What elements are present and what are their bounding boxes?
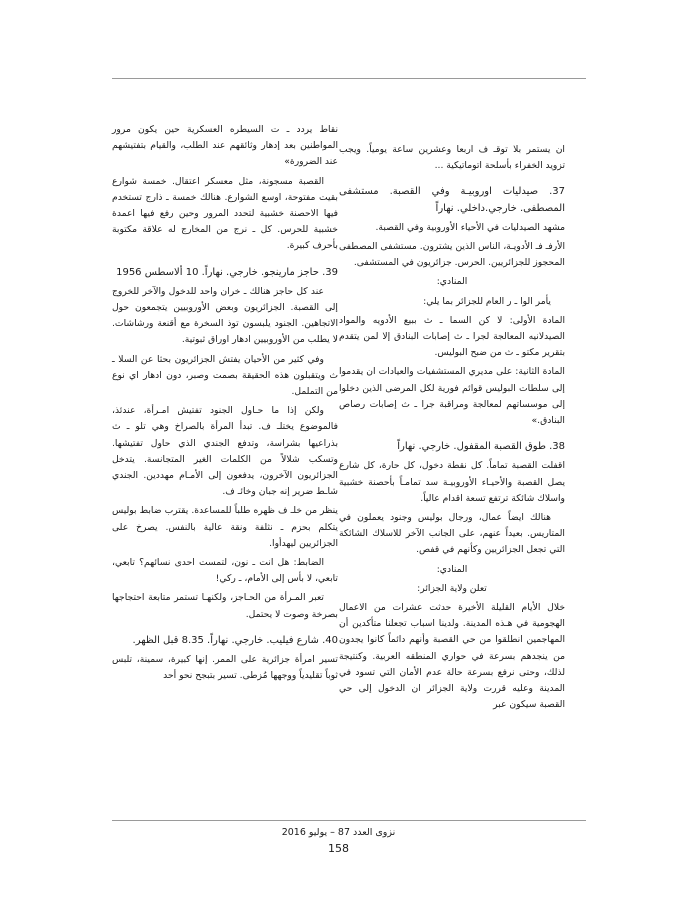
paragraph: نقاط يردد ـ ت السيطره العسكرية حين يكون مرور المواطنين بعد إدهار وثائقهم عند الطلب، والقيام بتفتيشهم عند الضرورة» [112,124,338,168]
paragraph: القصبة مسجونة، مثل معسكر اعتقال. خمسة شوارع بقيت مفتوحة، اوسع الشوارع. هنالك خمسة ـ ذارج تستخدم فيها الاحصنة خشبية لتحدد المرور وحين رفع فيها اعمدة خشبية للحرس. كل ـ نرج من المخارج له علاقة مكتوبة بأحرف كبيرة. [112,175,338,252]
page-footer [0,826,677,856]
paragraph: هنالك ايضاً عمال، ورجال بوليس وجنود يعملون في المتاريس. بعيداً عنهم، على الجانب الآخر للاسلاك الشائكة التي تجعل الجزائريين وكأنهم في قفص. [339,512,565,556]
paragraph: وفي كثير من الأحيان يفتش الجزائريون بحثا عن السلا ـ ث ويتقبلون هذه الحقيقة بصمت وصبر، دون ادهار اي نوع من التململ. [112,353,338,398]
speaker-label: المنادي: [436,563,468,575]
paragraph: المادة الثانية: على مديري المستشفيات والعيادات ان يقدموا إلى سلطات البوليس قوائم فورية لكل المرضى الذين دخلوا إلى موسساتهم لمعالجة ومراقبة جرا ـ ث إصابات رصاص البنادق.» [339,366,565,427]
issue-info: نزوى العدد 87 – يوليو 2016 [281,827,396,838]
paragraph: يأمر الوا ـ ر العام للجزائر بما يلي: [423,295,551,307]
paragraph: تعلن ولاية الجزائر: [417,582,487,594]
left-column [112,122,338,688]
paragraph: الأرفـ فـ الأدويـة، الناس الذين يشترون. مستشفى المصطفى المحجوز للجزائريين. الحرس. جزائريون في المستشفى. [339,241,565,269]
paragraph: تعبر المـرأة من الحـاجز، ولكنهـا تستمر متابعة احتجاجها بصرخة وصوت لا يحتمل. [112,592,338,620]
scene-heading-38: 38. طوق القصبة المقفول. خارجي. نهاراً [397,441,565,453]
paragraph: تسير امرأة جزائرية على الممر. إنها كبيرة، سمينة، تلبس ثوباً تقليدياً ووجهها مُزطى. تسير بتبجح نحو أحد [112,654,338,682]
paragraph: المادة الأولى: لا كن السما ـ ث ببيع الأدويه والمواد الصيدلانيه المعالجة لجرا ـ ث إصابات البنادق إلا لمن يتقدم بتقرير مكتو ـ ث من ضبح البوليس. [339,314,565,359]
right-column [339,142,565,717]
dialogue: الضابط: هل انت ـ نون، لتمست احدى نسائهم؟ تابعي، تابعي، لا بأس إلى الأمام، ـ ركي! [112,557,338,585]
paragraph: ولكن إذا ما حـاول الجنود تفتيش امـرأة، عندئذ، فالموضوع يختلـ ف. تبدأ المرأة بالصراخ وهي تلو ـ ث بذراعيها بشراسة، وتدفع الجندي الذي حاول تفتيشها. وتسكب شلالاً من الكلمات الغير المتجانسة. يتدخل الجزائريون الآخرون، يدفعون إلى الأمـام مهددين. الجندي شاـط ضرير إنه جبان وخائـ ف. [112,405,338,498]
speaker-label: المنادي: [436,276,468,288]
paragraph: اقفلت القصبة تماماً. كل نقطة دخول، كل حارة، كل شارع يصل القصبة والأحيـاء الأوروبيـة سد تمامـاً بأحصنة خشبية واسلاك شائكة ترتفع تسعة اقدام عالياً. [339,460,565,504]
paragraph: ينظر من خلـ ف ظهره طلباً للمساعدة. يقترب ضابط بوليس يتكلم بحزم ـ نثلفة ونقة عالية بالنفس. يصرخ على الجزائريين ليهدأوا. [112,505,338,549]
scene-heading-40: 40. شارع فيليب. خارجي. نهاراً. 8.35 قبل الظهر. [132,634,338,646]
scene-heading-39: 39. حاجز مارينجو. خارجي. نهاراً. 10 ألاسطس 1956 [116,266,338,278]
paragraph: ان يستمر بلا توقـ ف اربعا وعشرين ساعة يومياً. ويجب تزويد الخفراء بأسلحة اتوماتيكية ... [339,144,565,172]
page-number: 158 [328,842,349,855]
paragraph: عند كل حاجز هنالك ـ خران واحد للدخول والآخر للخروج إلى القصبة. الجزائريون وبعض الأوروبيين يتجمعون حول الاتجاهين. الجنود يلبسون توذ السخرة مع أقنعة ورشاشات. لا يطلب من الأوروبيين ادهار اوراق ثبوتية. [112,285,338,346]
paragraph: مشهد الصيدليات في الأحياء الأوروبية وفي القصبة. [375,221,565,233]
header-rule [112,78,586,79]
footer-rule [112,820,586,821]
paragraph: خلال الأيام القليلة الأخيرة حدثت عشرات من الاعمال الهجومية في هـذه المدينة. ولدينا اسباب تجعلنا متأكدين أن المهاجمين انطلقوا من حي القصبة وأنهم دائماً كانوا يجدون من ينجدهم بسرعة في حواري المنطقه العربية. وكنتيجة لذلك، وحتى نرفع بسرعة حالة عدم الأمان التي تسود في المدينة وعليه قررت ولاية الجزائر ان الدخول إلى حي القصبة سيكون عبر [339,602,565,711]
scene-heading-37: 37. صيدليات اوروبيـة وفي القصبة. مستشفى المصطفى. خارجي.داخلي. نهاراً [339,186,565,214]
